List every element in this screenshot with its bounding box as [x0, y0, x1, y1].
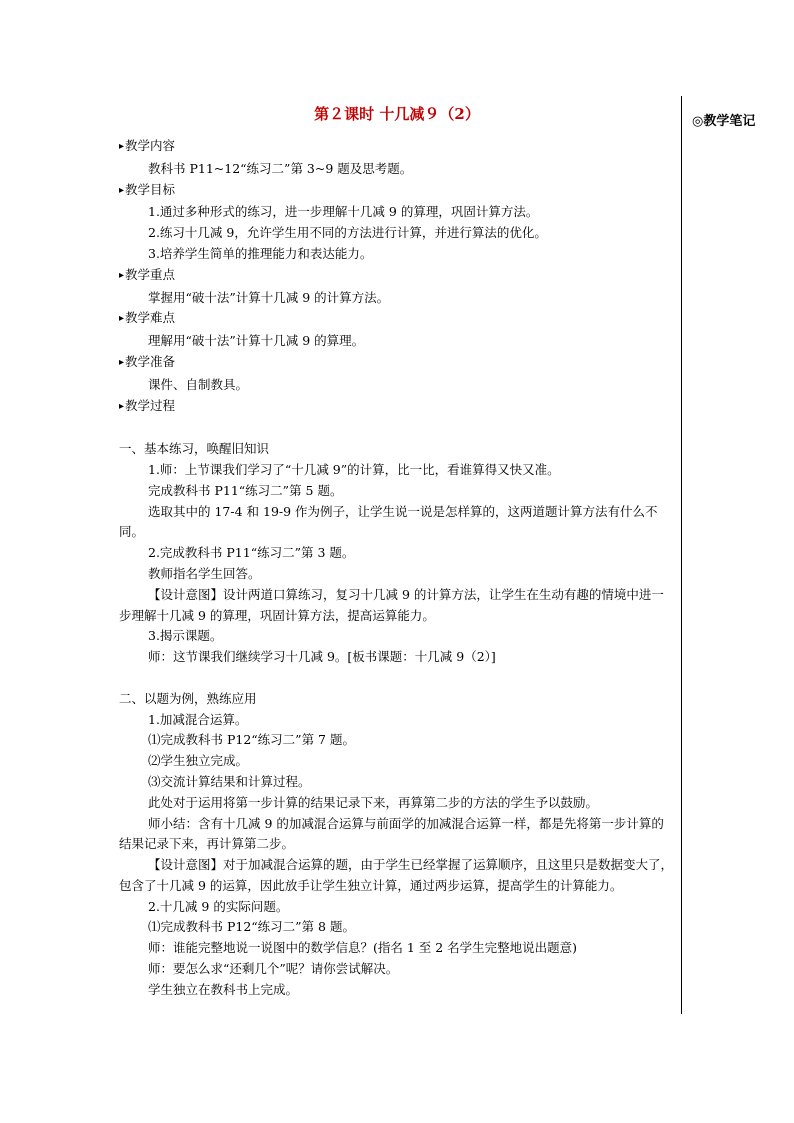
paragraph: 师小结：含有十几减 9 的加减混合运算与前面学的加减混合运算一样，都是先将第一步计算的结果记录下来，再计算第二步。	[119, 815, 664, 852]
paragraph: 学生独立在教科书上完成。	[148, 981, 299, 997]
content-text: 教科书 P11~12“练习二”第 3~9 题及思考题。	[148, 160, 413, 176]
difficulty-text: 理解用“破十法”计算十几减 9 的算理。	[148, 333, 365, 349]
teaching-notes-title: ◎教学笔记	[692, 114, 756, 129]
section-heading-goals: ▸ 教学目标	[119, 180, 675, 203]
lesson-plan-main	[119, 102, 675, 1001]
paragraph: ⑴完成教科书 P12“练习二”第 8 题。	[148, 919, 355, 935]
paragraph: 3.揭示课题。	[148, 628, 223, 644]
notes-column	[692, 112, 788, 132]
section-heading-key: ▸ 教学重点	[119, 265, 675, 288]
goal-item: 3.培养学生简单的推理能力和表达能力。	[148, 245, 373, 261]
lesson-title: 第２课时 十几减９（2）	[314, 105, 480, 123]
paragraph: 1.加减混合运算。	[148, 711, 248, 727]
key-text: 掌握用“破十法”计算十几减 9 的计算方法。	[148, 289, 390, 305]
section-heading-process: ▸ 教学过程	[119, 396, 675, 419]
column-divider	[681, 96, 682, 1014]
part1-heading: 一、基本练习，唤醒旧知识	[119, 441, 270, 457]
prep-text: 课件、自制教具。	[148, 376, 249, 392]
section-heading-difficulty: ▸ 教学难点	[119, 308, 675, 331]
section-heading-content: ▸ 教学内容	[119, 136, 675, 159]
paragraph: 师：谁能完整地说一说图中的数学信息？(指名 1 至 2 名学生完整地说出题意)	[148, 940, 578, 956]
paragraph: 2.十几减 9 的实际问题。	[148, 898, 289, 914]
spacer	[119, 418, 675, 439]
paragraph: 师：要怎么求“还剩几个”呢？请你尝试解决。	[148, 961, 399, 977]
goal-item: 2.练习十几减 9，允许学生用不同的方法进行计算，并进行算法的优化。	[148, 225, 547, 241]
design-intent: 【设计意图】设计两道口算练习，复习十几减 9 的计算方法，让学生在生动有趣的情境中进一步理解十几减 9 的算理，巩固计算方法，提高运算能力。	[119, 586, 664, 623]
goal-item: 1.通过多种形式的练习，进一步理解十几减 9 的算理，巩固计算方法。	[148, 204, 539, 220]
design-intent: 【设计意图】对于加减混合运算的题，由于学生已经掌握了运算顺序，且这里只是数据变大了，包含了十几减 9 的运算，因此放手让学生独立计算，通过两步运算，提高学生的计算能力。	[119, 857, 674, 893]
paragraph: ⑴完成教科书 P12“练习二”第 7 题。	[148, 732, 355, 748]
part2-heading: 二、以题为例，熟练应用	[119, 690, 257, 706]
section-heading-prep: ▸ 教学准备	[119, 352, 675, 375]
paragraph: 师：这节课我们继续学习十几减 9。[板书课题：十几减 9（2）]	[148, 649, 496, 665]
paragraph: 此处对于运用将第一步计算的结果记录下来，再算第二步的方法的学生予以鼓励。	[148, 794, 599, 810]
paragraph: 完成教科书 P11“练习二”第 5 题。	[148, 482, 343, 498]
spacer	[119, 668, 675, 689]
paragraph: 1.师：上节课我们学习了“十几减 9”的计算，比一比，看谁算得又快又准。	[148, 461, 560, 477]
paragraph: 选取其中的 17-4 和 19-9 作为例子，让学生说一说是怎样算的，这两道题计算方法有什么不同。	[119, 503, 658, 540]
paragraph: 2.完成教科书 P11“练习二”第 3 题。	[148, 545, 355, 561]
paragraph: ⑶交流计算结果和计算过程。	[148, 773, 311, 789]
paragraph: ⑵学生独立完成。	[148, 753, 249, 769]
paragraph: 教师指名学生回答。	[148, 565, 261, 581]
